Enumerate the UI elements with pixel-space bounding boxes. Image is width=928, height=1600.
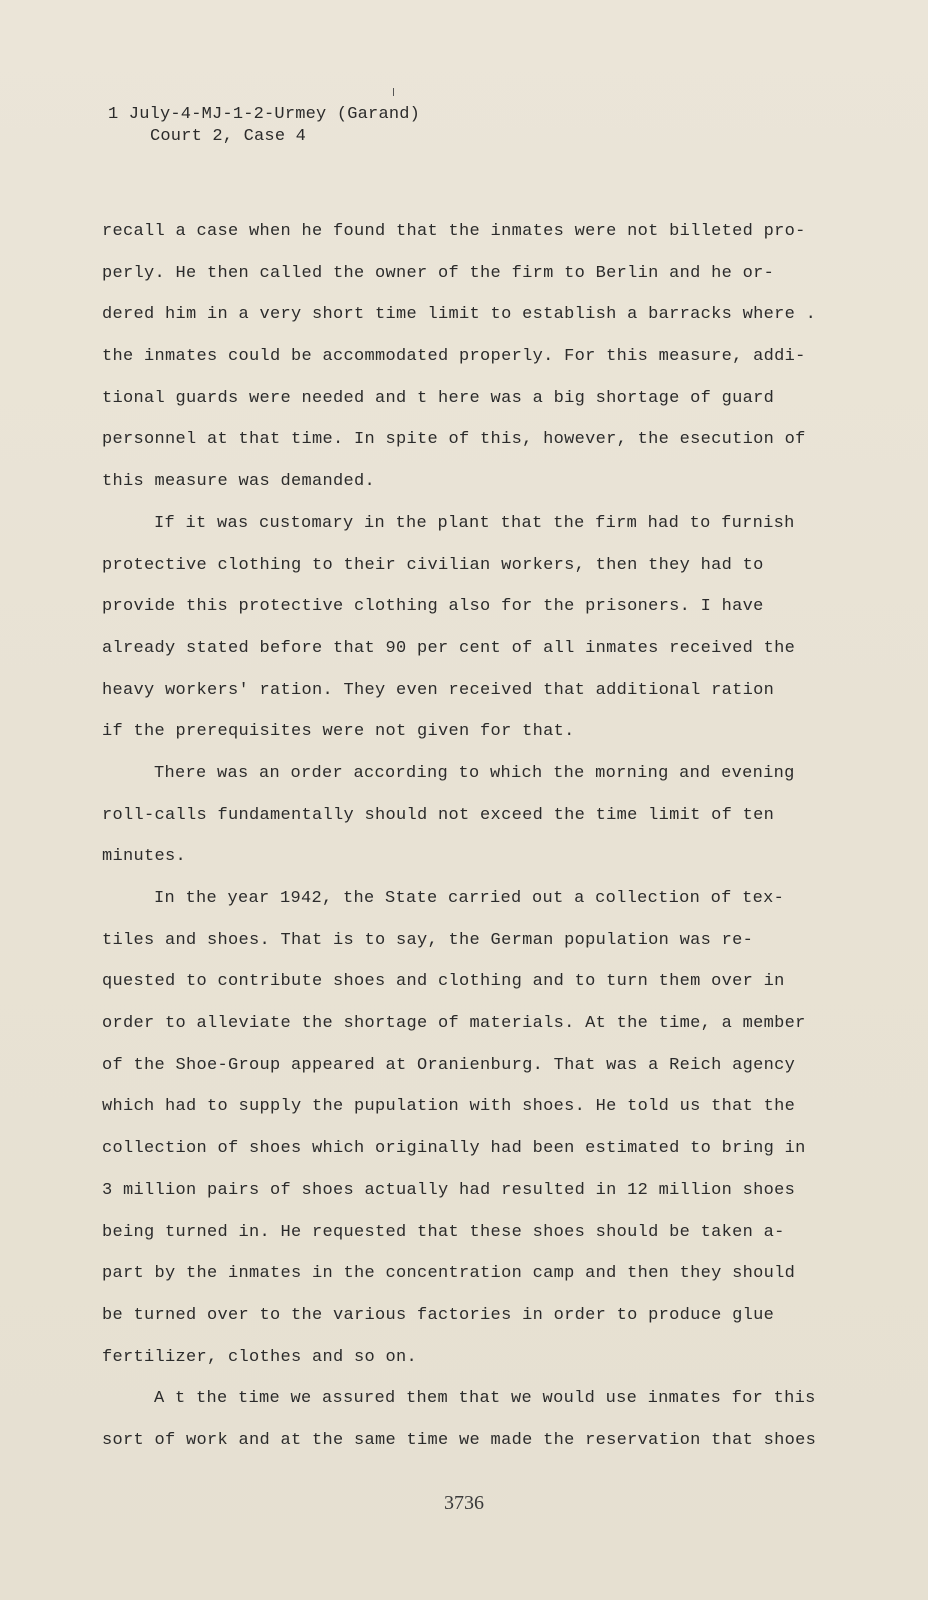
margin-tick-mark: [393, 88, 394, 96]
transcript-line: recall a case when he found that the inmates were not billeted pro-: [102, 222, 806, 241]
transcript-line: which had to supply the pupulation with shoes. He told us that the: [102, 1097, 796, 1117]
transcript-line: part by the inmates in the concentration camp and then they should: [102, 1264, 796, 1284]
transcript-body: [102, 222, 817, 1473]
transcript-line: the inmates could be accommodated properly. For this measure, addi-: [102, 347, 806, 367]
transcript-line: fertilizer, clothes and so on.: [102, 1347, 418, 1367]
transcript-line: There was an order according to which the morning and evening: [154, 763, 795, 783]
transcript-line: 3 million pairs of shoes actually had resulted in 12 million shoes: [102, 1180, 796, 1200]
transcript-line: if the prerequisites were not given for that.: [102, 722, 575, 742]
transcript-line: In the year 1942, the State carried out a collection of tex-: [154, 889, 785, 908]
transcript-line: heavy workers' ration. They even received that additional ration: [102, 680, 775, 700]
header-court-case-line: Court 2, Case 4: [150, 127, 307, 146]
transcript-line: quested to contribute shoes and clothing and to turn them over in: [102, 972, 785, 992]
document-header: [108, 104, 420, 148]
transcript-line: tional guards were needed and t here was a big shortage of guard: [102, 388, 775, 408]
transcript-line: dered him in a very short time limit to establish a barracks where .: [102, 305, 817, 325]
transcript-line: this measure was demanded.: [102, 472, 376, 492]
header-reference-line: 1 July-4-MJ-1-2-Urmey (Garand): [108, 105, 421, 124]
transcript-line: order to alleviate the shortage of materials. At the time, a member: [102, 1014, 806, 1034]
transcript-line: tiles and shoes. That is to say, the German population was re-: [102, 930, 754, 950]
transcript-line: minutes.: [102, 847, 187, 867]
transcript-line: already stated before that 90 per cent of all inmates received the: [102, 638, 796, 658]
transcript-line: being turned in. He requested that these shoes should be taken a-: [102, 1222, 785, 1242]
transcript-line: personnel at that time. In spite of this, however, the esecution of: [102, 430, 806, 450]
transcript-line: protective clothing to their civilian workers, then they had to: [102, 555, 764, 575]
transcript-line: If it was customary in the plant that the firm had to furnish: [154, 513, 795, 533]
transcript-line: collection of shoes which originally had been estimated to bring in: [102, 1139, 806, 1159]
transcript-line: perly. He then called the owner of the firm to Berlin and he or-: [102, 263, 775, 283]
page-number: 3736: [444, 1492, 484, 1514]
transcript-line: be turned over to the various factories in order to produce glue: [102, 1305, 775, 1325]
transcript-line: of the Shoe-Group appeared at Oranienburg. That was a Reich agency: [102, 1055, 796, 1075]
transcript-line: A t the time we assured them that we would use inmates for this: [154, 1389, 816, 1409]
transcript-line: sort of work and at the same time we made the reservation that shoes: [102, 1430, 817, 1450]
transcript-line: provide this protective clothing also for the prisoners. I have: [102, 597, 764, 617]
transcript-line: roll-calls fundamentally should not exceed the time limit of ten: [102, 805, 775, 825]
